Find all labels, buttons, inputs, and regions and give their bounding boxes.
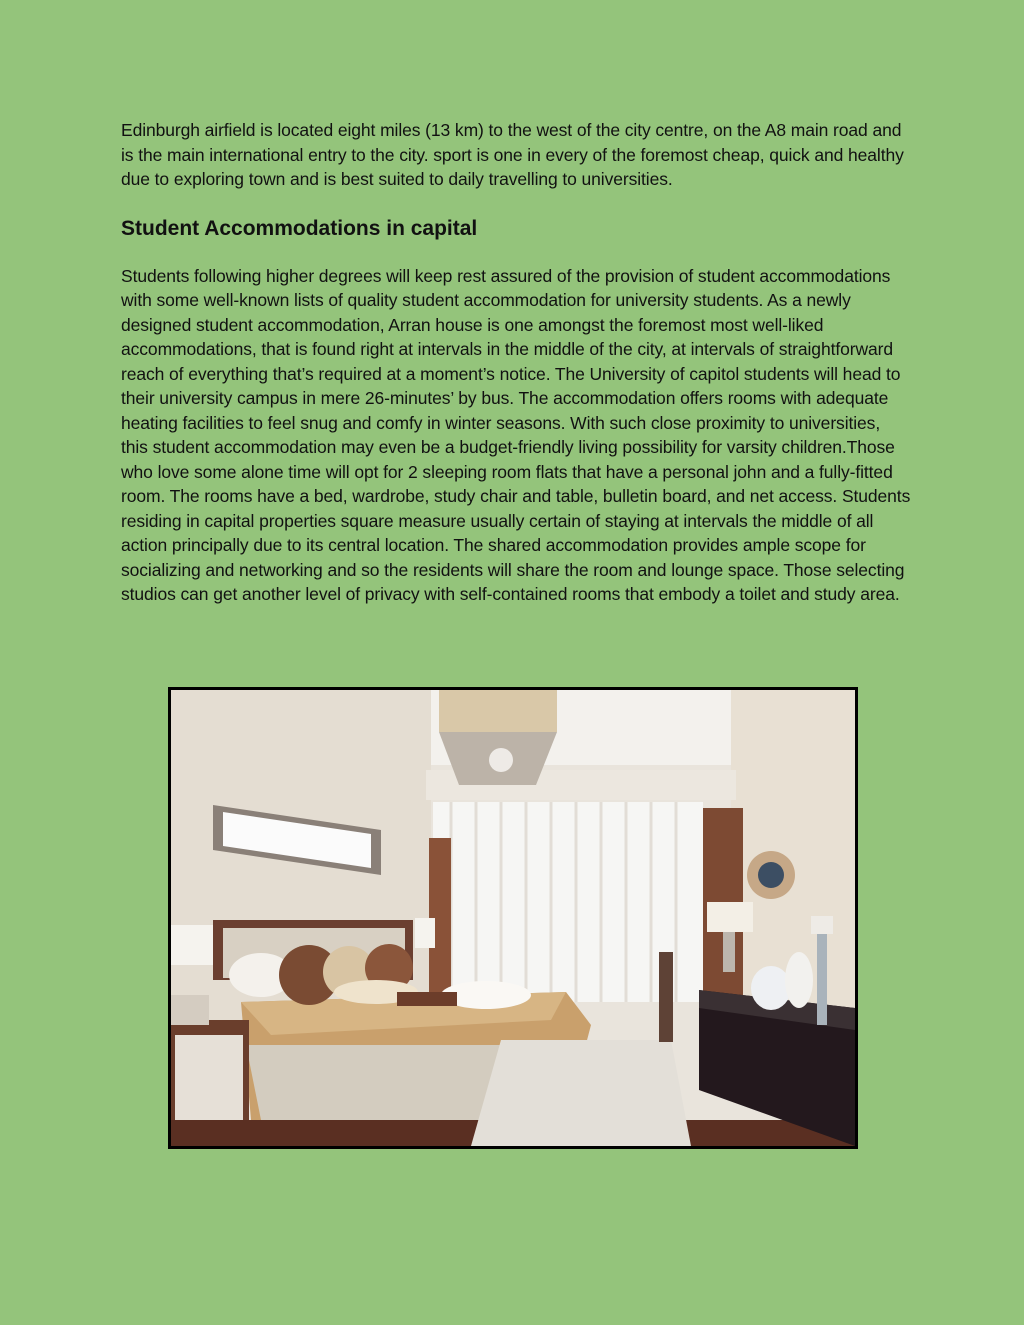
body-paragraph: Students following higher degrees will keep rest assured of the provision of student accommodations with some well-known lists of quality student accommodation for university students. As a newly designed student accommodation, Arran house is one amongst the foremost most well-liked accommodations, that is found right at intervals in the middle of the city, at intervals of straightforward reach of everything that’s required at a moment’s notice. The University of capitol students will head to their university campus in mere 26-minutes’ by bus. The accommodation offers rooms with adequate heating facilities to feel snug and comfy in winter seasons. With such close proximity to universities, this student accommodation may even be a budget-friendly living possibility for varsity children.Those who love some alone time will opt for 2 sleeping room flats that have a personal john and a fully-fitted room. The rooms have a bed, wardrobe, study chair and table, bulletin board, and net access. Students residing in capital properties square measure usually certain of staying at intervals the middle of all action principally due to its central location. The shared accommodation provides ample scope for socializing and networking and so the residents will share the room and lounge space. Those selecting studios can get another level of privacy with self-contained rooms that embody a toilet and study area. [121, 265, 911, 604]
section-heading: Student Accommodations in capital [121, 216, 478, 240]
intro-paragraph: Edinburgh airfield is located eight miles (13 km) to the west of the city centre, on the A8 main road and is the main international entry to the city. sport is one in every of the foremost cheap, quick and healthy due to exploring town and is best suited to daily travelling to universities. [121, 120, 904, 189]
document-content [121, 118, 911, 607]
bedroom-illustration [171, 690, 855, 1146]
bedroom-photo [168, 687, 858, 1149]
